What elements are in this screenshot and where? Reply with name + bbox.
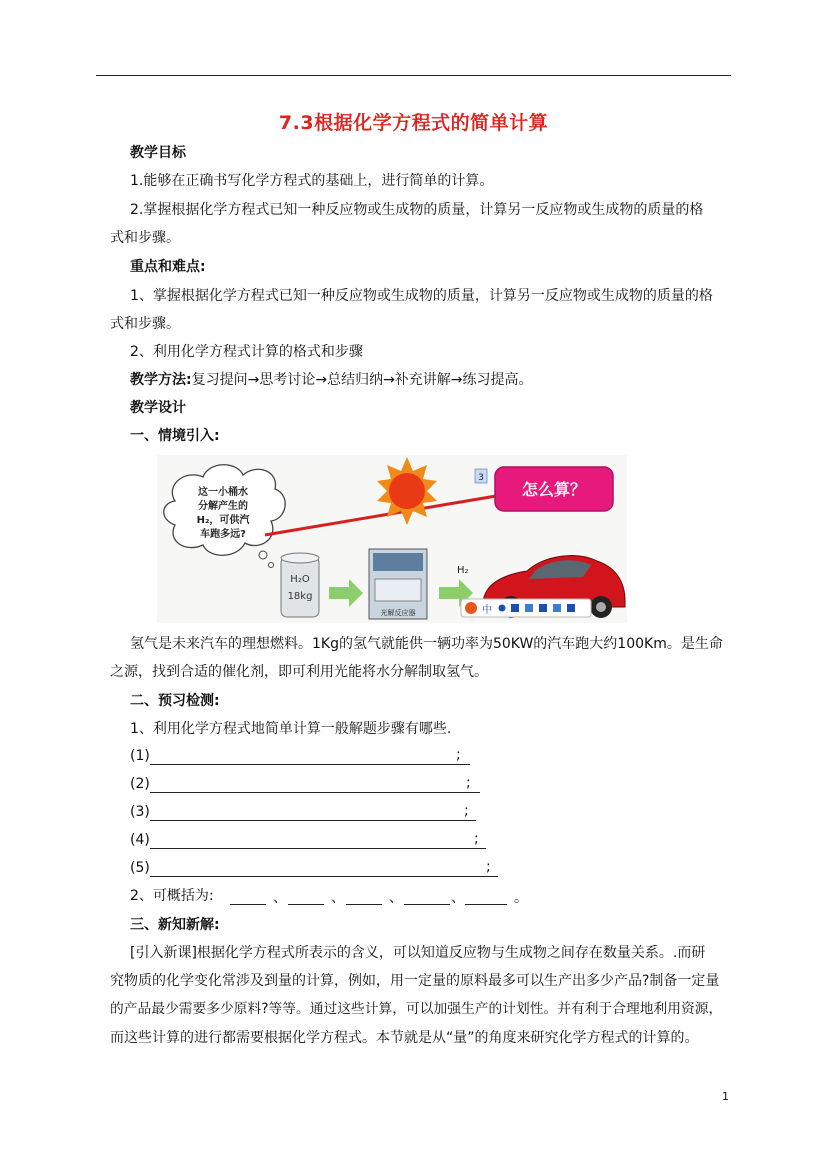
key-item-2: 2、利用化学方程式计算的格式和步骤 [130,344,363,360]
step-1-blank[interactable] [150,764,470,765]
reactor-icon [369,549,427,619]
bubble-line-3: H₂，可供汽 [196,515,250,526]
step-5-semicolon: ; [486,859,491,875]
bubble-line-1: 这一小桶水 [198,487,248,498]
bubble-line-2: 分解产生的 [198,501,248,512]
section3-heading: 三、新知新解: [130,917,220,933]
scene-illustration [157,455,627,623]
barrel-label-2: 18kg [287,591,313,602]
step-3-blank[interactable] [150,820,476,821]
key-item-1-cont: 式和步骤。 [110,316,180,332]
method-line [130,371,533,389]
section3-para-1: [引入新课]根据化学方程式所表示的含义，可以知道反应物与生成物之间存在数量关系。.而研 [130,945,706,961]
goals-heading: 教学目标 [130,145,186,161]
ime-moon-icon [499,605,506,612]
page-title: 7.3根据化学方程式的简单计算 [278,112,549,134]
summary-sep-4: 、 [451,890,465,906]
barrel-label-1: H₂O [290,574,310,585]
step-5-blank[interactable] [150,876,498,877]
page-number: 1 [722,1090,729,1103]
summary-blank-1[interactable] [230,904,266,905]
summary-blank-2[interactable] [288,904,324,905]
method-label: 教学方法: [130,372,192,388]
reactor-label: 光解反应器 [380,609,416,617]
section3-para-3: 的产品最少需要多少原料?等等。通过这些计算，可以加强生产的计划性。并有利于合理地利用资源， [110,1001,723,1017]
summary-blank-3[interactable] [346,904,382,905]
ime-mode-text: 中 [482,605,492,616]
ime-toolbar [461,599,591,617]
ime-settings-icon [567,604,575,612]
step-4-label: (4) [130,832,150,848]
section2-heading: 二、预习检测: [130,693,220,709]
design-heading: 教学设计 [130,400,186,416]
goal-item-1: 1.能够在正确书写化学方程式的基础上，进行简单的计算。 [130,173,494,189]
water-barrel-icon [281,553,319,617]
step-1-label: (1) [130,748,150,764]
gas-label: H₂ [457,565,469,576]
summary-sep-2: 、 [331,890,345,906]
summary-sep-3: 、 [389,890,403,906]
ime-tool-icon [553,604,561,612]
section1-para: 氢气是未来汽车的理想燃料。1Kg的氢气就能供一辆功率为50KW的汽车跑大约100Km。是生命 [130,636,723,652]
question-2-label: 2、可概括为: [130,888,214,904]
key-item-1: 1、掌握根据化学方程式已知一种反应物或生成物的质量，计算另一反应物或生成物的质量的格 [130,288,713,304]
goal-item-2: 2.掌握根据化学方程式已知一种反应物或生成物的质量，计算另一反应物或生成物的质量的格 [130,202,704,218]
step-5-label: (5) [130,860,150,876]
goal-item-2-cont: 式和步骤。 [110,230,180,246]
bubble-line-4: 车跑多远? [200,529,246,540]
key-heading: 重点和难点: [130,259,206,275]
step-3-label: (3) [130,804,150,820]
summary-blank-5[interactable] [465,904,507,905]
summary-blank-4[interactable] [404,904,450,905]
step-2-label: (2) [130,776,150,792]
ime-skin-icon [539,604,547,612]
step-3-semicolon: ; [464,803,469,819]
ime-keyboard-icon [511,604,519,612]
ime-voice-icon [525,604,533,612]
section1-heading: 一、情境引入: [130,428,220,444]
section3-para-4: 而这些计算的进行都需要根据化学方程式。本节就是从“量”的角度来研究化学方程式的计算的。 [110,1030,699,1046]
question-text: 怎么算？ [521,480,587,499]
step-1-semicolon: ; [456,747,461,763]
step-2-semicolon: ; [466,775,471,791]
question-1: 1、利用化学方程式地简单计算一般解题步骤有哪些. [130,721,452,737]
slide-badge-text: 3 [478,473,484,483]
header-rule [96,75,731,76]
method-text: 复习提问→思考讨论→总结归纳→补充讲解→练习提高。 [191,372,533,388]
step-4-semicolon: ; [474,831,479,847]
summary-sep-1: 、 [273,890,287,906]
step-2-blank[interactable] [150,792,480,793]
step-4-blank[interactable] [150,848,486,849]
section3-para-2: 究物质的化学变化常涉及到量的计算，例如，用一定量的原料最多可以生产出多少产品?制备一定量 [110,973,720,989]
summary-end: 。 [514,890,528,906]
section1-para-cont: 之源，找到合适的催化剂，即可利用光能将水分解制取氢气。 [110,664,488,680]
ime-logo-icon [465,602,477,614]
